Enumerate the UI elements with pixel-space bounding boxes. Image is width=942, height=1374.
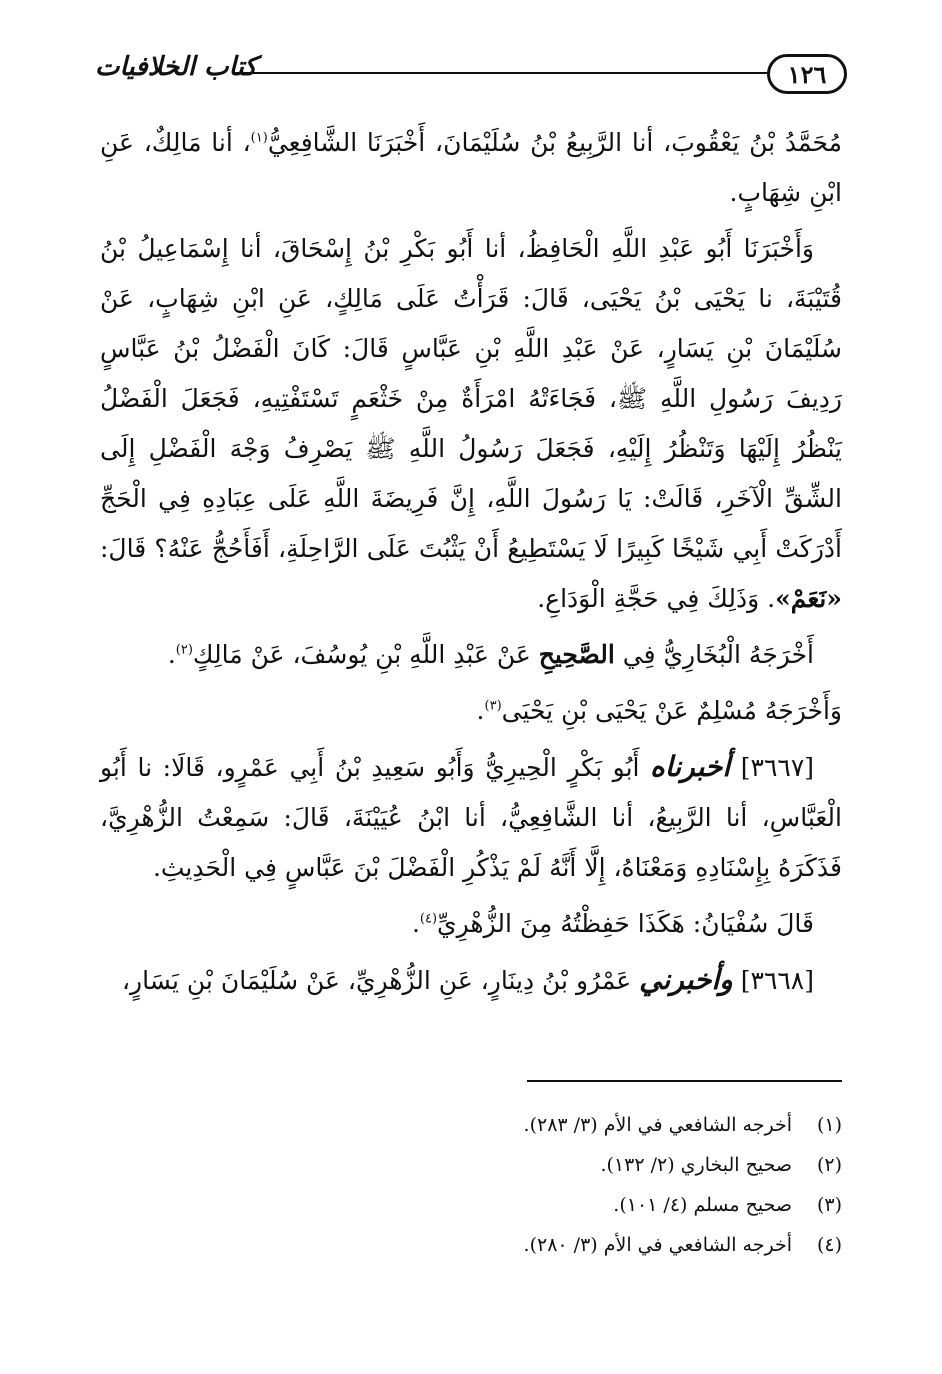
page-number: ١٢٦ — [767, 54, 847, 94]
paragraph-hadith-3668 — [100, 955, 842, 1006]
paragraph-text: أَبُو بَكْرٍ الْحِيرِيُّ وَأَبُو سَعِيدِ بْنُ أَبِي عَمْرٍو، قَالَا: نا أَبُو الْعَبَّاسِ، أنا الرَّبِيعُ، أنا الشَّافِعِيُّ، أنا ابْنُ عُيَيْنَةَ، قَالَ: سَمِعْتُ الزُّهْرِيَّ، فَذَكَرَهُ بِإِسْنَادِهِ وَمَعْنَاهُ، إِلَّا أَنَّهُ لَمْ يَذْكُرِ الْفَضْلَ بْنَ عَبَّاسٍ فِي الْحَدِيثِ. — [100, 753, 842, 882]
footnote-number: (٢) — [816, 1154, 842, 1176]
footnote-text: صحيح البخاري (٢/ ١٣٢). — [600, 1154, 792, 1176]
page-header — [95, 48, 847, 108]
paragraph-isnad-1 — [100, 118, 842, 218]
footnote-ref-2: (٢) — [175, 642, 193, 658]
main-text — [100, 118, 842, 1012]
paragraph-text: . وَذَلِكَ فِي حَجَّةِ الْوَدَاعِ. — [537, 584, 776, 613]
hadith-number: [٣٦٦٨] — [740, 966, 814, 995]
sahih-title: الصَّحِيحِ — [538, 640, 615, 669]
paragraph-text: قَالَ سُفْيَانُ: هَكَذَا حَفِظْتُهُ مِنَ الزُّهْرِيِّ — [437, 909, 814, 938]
footnote-ref-3: (٣) — [484, 698, 502, 714]
footnote-1 — [100, 1105, 842, 1145]
paragraph-text: ، أنا مَالِكٌ، عَنِ ابْنِ شِهَابٍ. — [100, 128, 842, 207]
paragraph-bukhari — [100, 630, 842, 680]
paragraph-text: . — [411, 909, 420, 938]
header-rule — [235, 72, 769, 74]
paragraph-text: عَمْرُو بْنُ دِينَارٍ، عَنِ الزُّهْرِيِّ، عَنْ سُلَيْمَانَ بْنِ يَسَارٍ، — [121, 966, 632, 995]
paragraph-sufyan — [100, 899, 842, 949]
lead-in-word: أخبرناه — [650, 750, 731, 783]
footnote-ref-4: (٤) — [419, 911, 438, 927]
answer-text: «نَعَمْ» — [775, 584, 842, 613]
paragraph-text: مُحَمَّدُ بْنُ يَعْقُوبَ، أنا الرَّبِيعُ بْنُ سُلَيْمَانَ، أَخْبَرَنَا الشَّافِعِيُّ — [267, 128, 842, 157]
footnote-2 — [100, 1145, 842, 1185]
footnote-3 — [100, 1185, 842, 1225]
footnote-number: (١) — [816, 1114, 842, 1136]
paragraph-text: وَأَخْرَجَهُ مُسْلِمٌ عَنْ يَحْيَى بْنِ يَحْيَى — [501, 696, 842, 725]
footnotes — [100, 1105, 842, 1265]
paragraph-text: وَأَخْبَرَنَا أَبُو عَبْدِ اللَّهِ الْحَافِظُ، أنا أَبُو بَكْرِ بْنُ إِسْحَاقَ، أنا إِسْمَاعِيلُ بْنُ قُتَيْبَةَ، نا يَحْيَى بْنُ يَحْيَى، قَالَ: قَرَأْتُ عَلَى مَالِكٍ، عَنِ ابْنِ شِهَابٍ، عَنْ سُلَيْمَانَ بْنِ يَسَارٍ، عَنْ عَبْدِ اللَّهِ بْنِ عَبَّاسٍ قَالَ: كَانَ الْفَضْلُ بْنُ عَبَّاسٍ رَدِيفَ رَسُولِ اللَّهِ ﷺ، فَجَاءَتْهُ امْرَأَةٌ مِنْ خَثْعَمٍ تَسْتَفْتِيهِ، فَجَعَلَ الْفَضْلُ يَنْظُرُ إِلَيْهَا وَتَنْظُرُ إِلَيْهِ، فَجَعَلَ رَسُولُ اللَّهِ ﷺ يَصْرِفُ وَجْهَ الْفَضْلِ إِلَى الشِّقِّ الْآخَرِ، قَالَتْ: يَا رَسُولَ اللَّهِ، إِنَّ فَرِيضَةَ اللَّهِ عَلَى عِبَادِهِ فِي الْحَجِّ أَدْرَكَتْ أَبِي شَيْخًا كَبِيرًا لَا يَسْتَطِيعُ أَنْ يَثْبُتَ عَلَى الرَّاحِلَةِ، أَفَأَحُجُّ عَنْهُ؟ قَالَ: — [100, 234, 842, 563]
hadith-number: [٣٦٦٧] — [740, 753, 815, 782]
footnote-text: أخرجه الشافعي في الأم (٣/ ٢٨٠). — [523, 1234, 792, 1256]
footnote-number: (٤) — [816, 1234, 842, 1256]
paragraph-hadith — [100, 224, 842, 624]
paragraph-text: أَخْرَجَهُ الْبُخَارِيُّ فِي — [622, 640, 814, 669]
footnote-separator — [527, 1080, 842, 1082]
paragraph-text: عَنْ عَبْدِ اللَّهِ بْنِ يُوسُفَ، عَنْ مَالِكٍ — [192, 640, 531, 669]
footnote-ref-1: (١) — [250, 130, 268, 146]
paragraph-text: . — [476, 696, 485, 725]
footnote-text: أخرجه الشافعي في الأم (٣/ ٢٨٣). — [523, 1114, 792, 1136]
footnote-text: صحيح مسلم (٤/ ١٠١). — [613, 1194, 792, 1216]
lead-in-word: وأخبرني — [639, 963, 733, 996]
paragraph-text: . — [167, 640, 176, 669]
book-title: كتاب الخلافيات — [95, 52, 257, 82]
footnote-number: (٣) — [816, 1194, 842, 1216]
paragraph-hadith-3667 — [100, 742, 842, 893]
footnote-4 — [100, 1225, 842, 1265]
paragraph-muslim — [100, 686, 842, 736]
